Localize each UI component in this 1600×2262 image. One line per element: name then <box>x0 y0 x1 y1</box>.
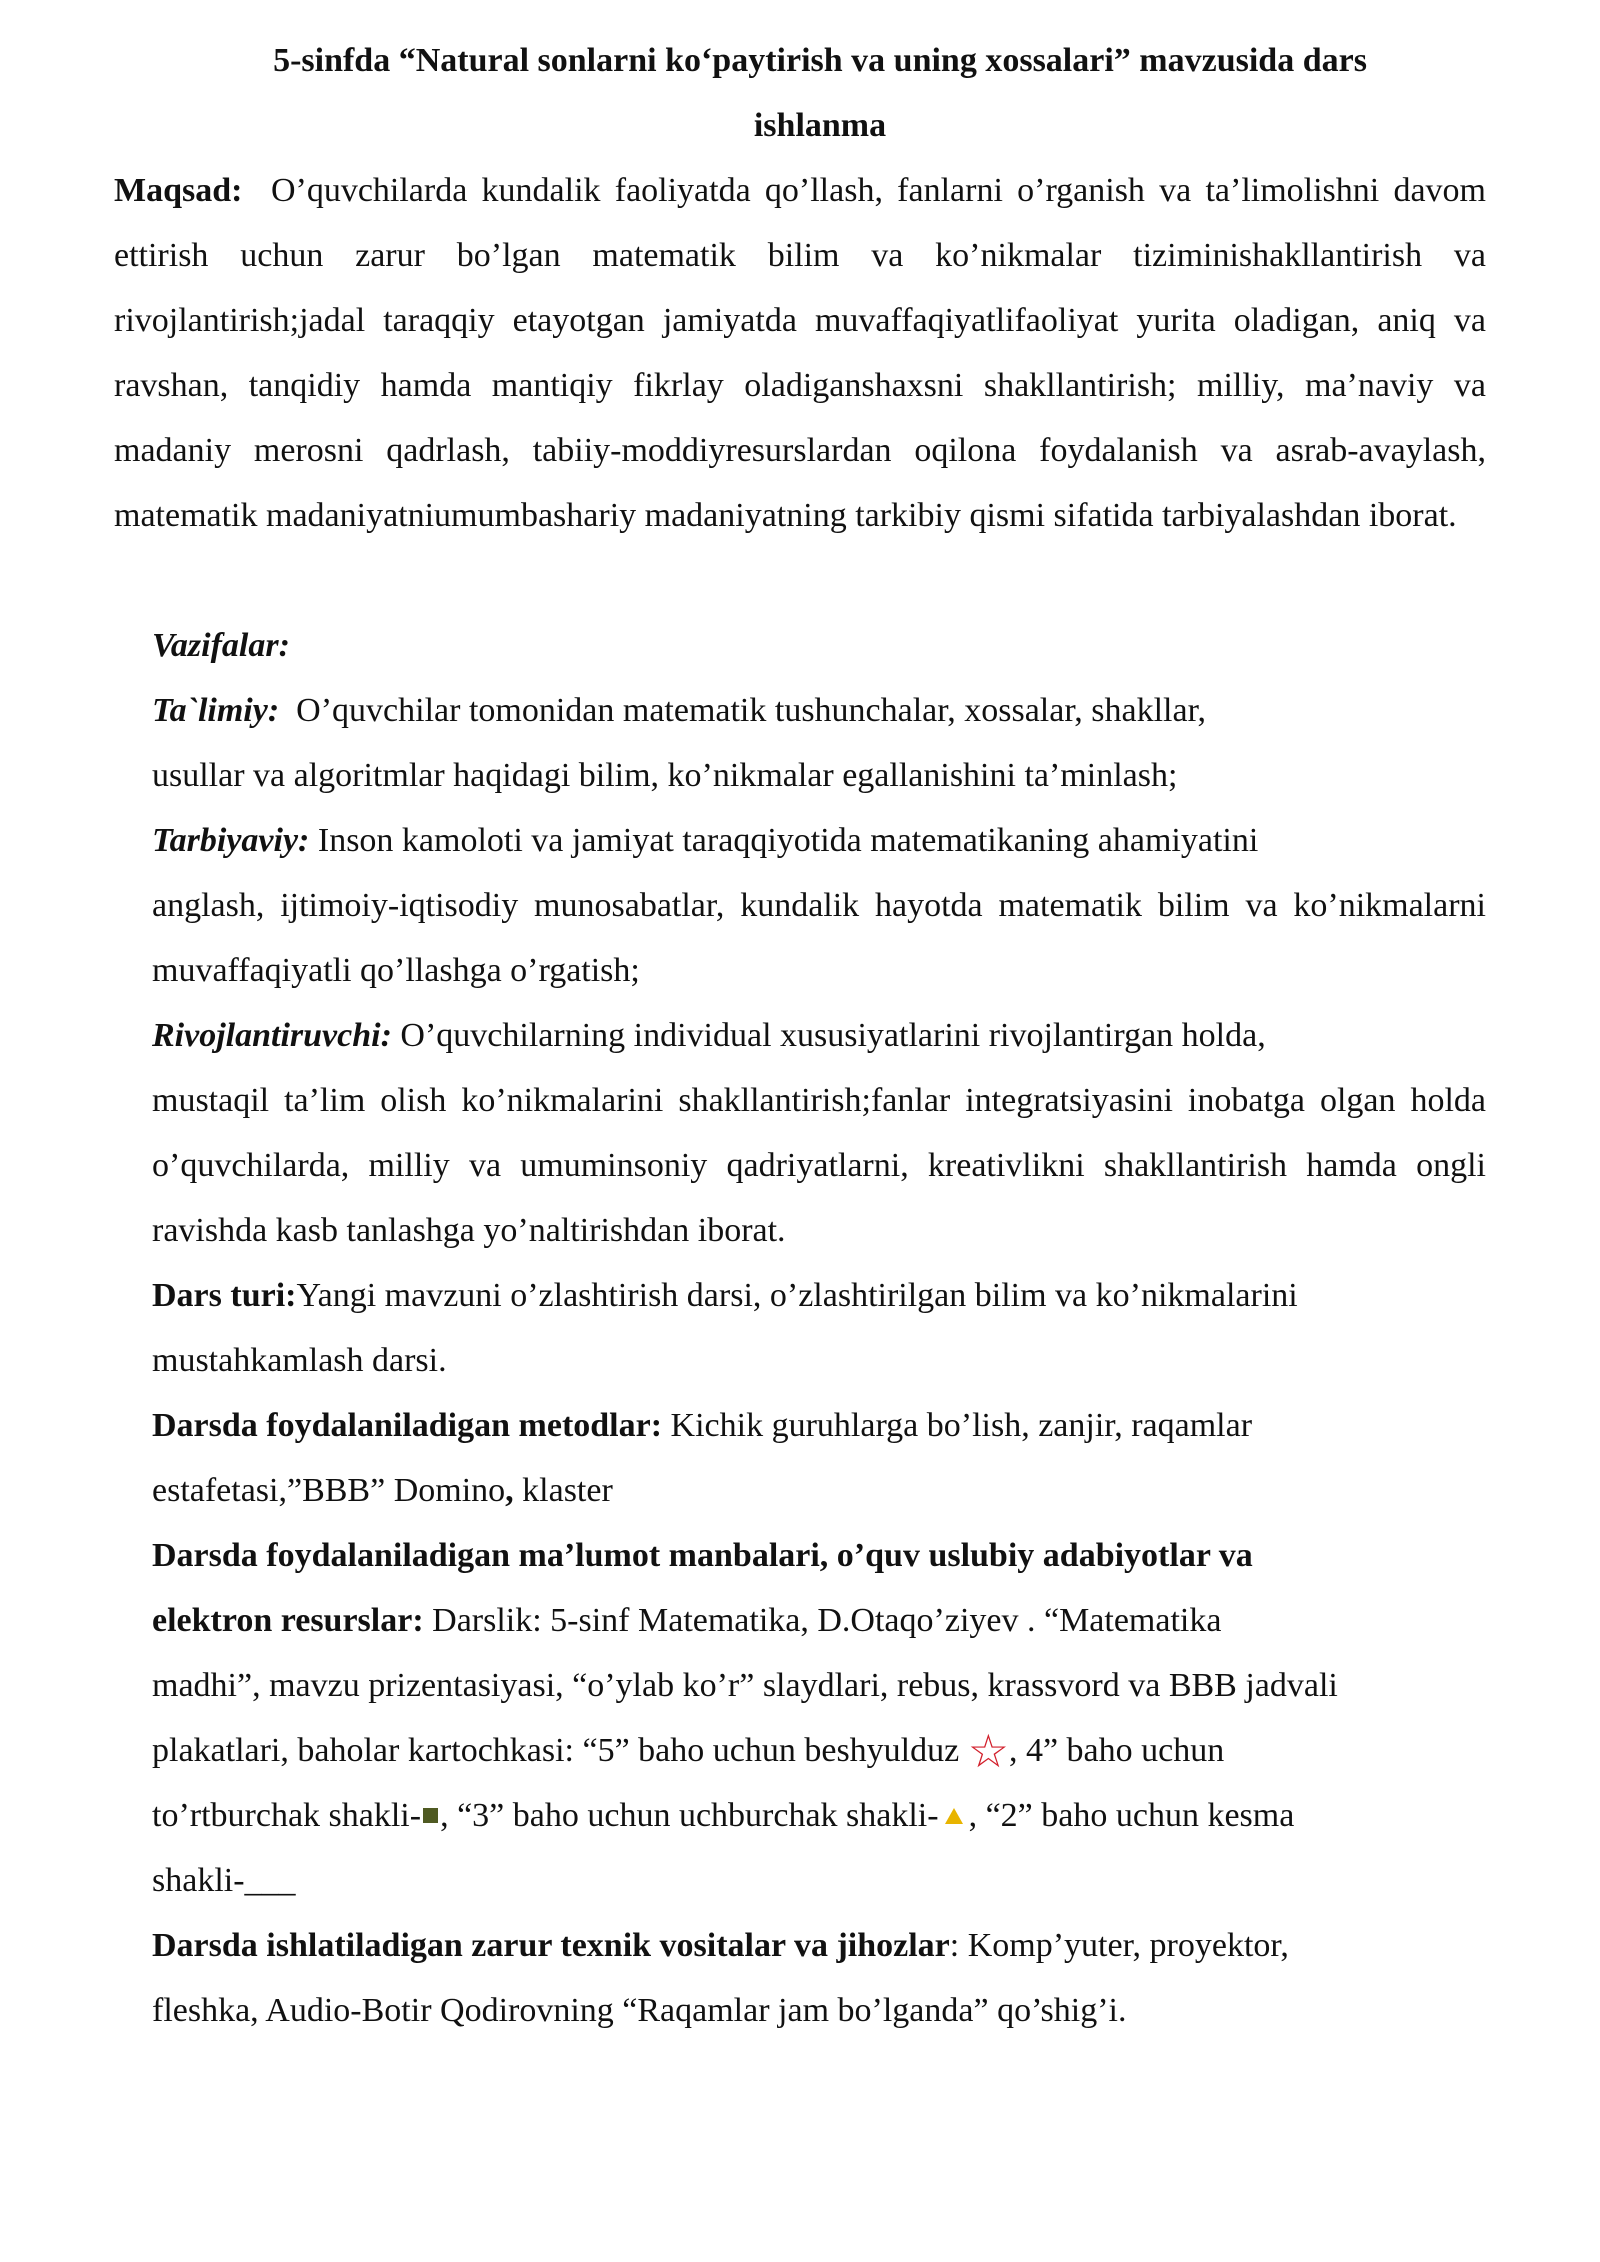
metodlar-text: Kichik guruhlarga bo’lish, zanjir, raqamlar <box>670 1407 1253 1444</box>
rivojlantiruvchi-text-2: mustaqil ta’lim olish ko’nikmalarini shakllantirish;fanlar integratsiyasini inobatga olgan holda o’quvchilarda, milliy va umuminsoniy qadriyatlarni, kreativlikni shakllantirish hamda ongli ravishda kasb tanlashga yo’naltirishdan iborat. <box>152 1082 1486 1249</box>
title-line-1: 5-sinfda “Natural sonlarni ko‘paytirish va uning xossalari” mavzusida dars <box>273 42 1367 79</box>
manbalar-text-3b: , 4” baho uchun <box>1008 1732 1225 1769</box>
tarbiyaviy-label: Tarbiyaviy: <box>152 822 310 859</box>
manbalar-line-2 <box>152 1588 1486 1653</box>
jihozlar-line-1 <box>152 1913 1486 1978</box>
manbalar-line-1 <box>152 1523 1486 1588</box>
manbalar-text-5: shakli-___ <box>152 1862 296 1899</box>
jihozlar-line-2 <box>152 1978 1486 2043</box>
document-title <box>150 28 1490 158</box>
manbalar-text-3a: plakatlari, baholar kartochkasi: “5” baho uchun beshyulduz <box>152 1732 968 1769</box>
jihozlar-text: : Komp’yuter, proyektor, <box>949 1927 1289 1964</box>
talimiy-text: O’quvchilar tomonidan matematik tushunchalar, xossalar, shakllar, <box>296 692 1207 729</box>
metodlar-label: Darsda foydalaniladigan metodlar: <box>152 1407 663 1444</box>
manbalar-line-4 <box>152 1718 1486 1783</box>
star-icon: ☆ <box>967 1726 1009 1777</box>
rivojlantiruvchi-body <box>152 1068 1486 1263</box>
manbalar-text-2: madhi”, mavzu prizentasiyasi, “o’ylab ko’r” slaydlari, rebus, krassvord va BBB jadvali <box>152 1667 1338 1704</box>
metodlar-line-2 <box>152 1458 1486 1523</box>
tarbiyaviy-text: Inson kamoloti va jamiyat taraqqiyotida matematikaning ahamiyatini <box>317 822 1259 859</box>
talimiy-line-1 <box>152 678 1486 743</box>
dars-turi-line-2 <box>152 1328 1486 1393</box>
vazifalar-heading <box>152 613 1486 678</box>
rivojlantiruvchi-line-1 <box>152 1003 1486 1068</box>
dars-turi-line-1 <box>152 1263 1486 1328</box>
manbalar-line-3 <box>152 1653 1486 1718</box>
dars-turi-text: Yangi mavzuni o’zlashtirish darsi, o’zlashtirilgan bilim va ko’nikmalarini <box>296 1277 1298 1314</box>
manbalar-label-1: Darsda foydalaniladigan ma’lumot manbalari, o’quv uslubiy adabiyotlar va <box>152 1537 1253 1574</box>
square-icon <box>423 1808 438 1823</box>
manbalar-text-4a: to’rtburchak shakli- <box>152 1797 422 1834</box>
maqsad-paragraph <box>114 158 1486 548</box>
tarbiyaviy-body <box>152 873 1486 1003</box>
metodlar-comma: , <box>505 1472 514 1509</box>
manbalar-text-1: Darslik: 5-sinf Matematika, D.Otaqo’ziyev . “Matematika <box>432 1602 1222 1639</box>
dars-turi-label: Dars turi: <box>152 1277 297 1314</box>
talimiy-line-2 <box>152 743 1486 808</box>
vazifalar-label: Vazifalar: <box>152 627 290 664</box>
manbalar-text-4b: , “3” baho uchun uchburchak shakli- <box>440 1797 939 1834</box>
rivojlantiruvchi-text: O’quvchilarning individual xususiyatlarini rivojlantirgan holda, <box>400 1017 1266 1054</box>
manbalar-text-4c: , “2” baho uchun kesma <box>968 1797 1295 1834</box>
tarbiyaviy-line-1 <box>152 808 1486 873</box>
jihozlar-text-2: fleshka, Audio-Botir Qodirovning “Raqamlar jam bo’lganda” qo’shig’i. <box>152 1992 1127 2029</box>
title-line-2: ishlanma <box>753 107 887 144</box>
talimiy-text-2: usullar va algoritmlar haqidagi bilim, ko’nikmalar egallanishini ta’minlash; <box>152 757 1178 794</box>
maqsad-text: O’quvchilarda kundalik faoliyatda qo’llash, fanlarni o’rganish va ta’limolishni davom ettirish uchun zarur bo’lgan matematik bilim va ko’nikmalar tiziminishakllantirish va rivojlantirish;jadal taraqqiy etayotgan jamiyatda muvaffaqiyatlifaoliyat yurita oladigan, aniq va ravshan, tanqidiy hamda mantiqiy fikrlay oladiganshaxsni shakllantirish; milliy, ma’naviy va madaniy merosni qadrlash, tabiiy-moddiyresurslardan oqilona foydalanish va asrab-avaylash, matematik madaniyatniumumbashariy madaniyatning tarkibiy qismi sifatida tarbiyalashdan iborat. <box>114 172 1487 534</box>
dars-turi-text-2: mustahkamlash darsi. <box>152 1342 447 1379</box>
tarbiyaviy-text-2: anglash, ijtimoiy-iqtisodiy munosabatlar, kundalik hayotda matematik bilim va ko’nikmalarni muvaffaqiyatli qo’llashga o’rgatish; <box>152 887 1486 989</box>
metodlar-line-1 <box>152 1393 1486 1458</box>
metodlar-text-2b: klaster <box>513 1472 613 1509</box>
manbalar-label-2: elektron resurslar: <box>152 1602 424 1639</box>
manbalar-line-6 <box>152 1848 1486 1913</box>
manbalar-line-5 <box>152 1783 1486 1848</box>
metodlar-text-2a: estafetasi,”BBB” Domino <box>152 1472 506 1509</box>
maqsad-label: Maqsad: <box>114 172 243 209</box>
rivojlantiruvchi-label: Rivojlantiruvchi: <box>152 1017 392 1054</box>
triangle-icon <box>945 1808 963 1824</box>
jihozlar-label: Darsda ishlatiladigan zarur texnik vositalar va jihozlar <box>152 1927 950 1964</box>
talimiy-label: Ta`limiy: <box>152 692 280 729</box>
